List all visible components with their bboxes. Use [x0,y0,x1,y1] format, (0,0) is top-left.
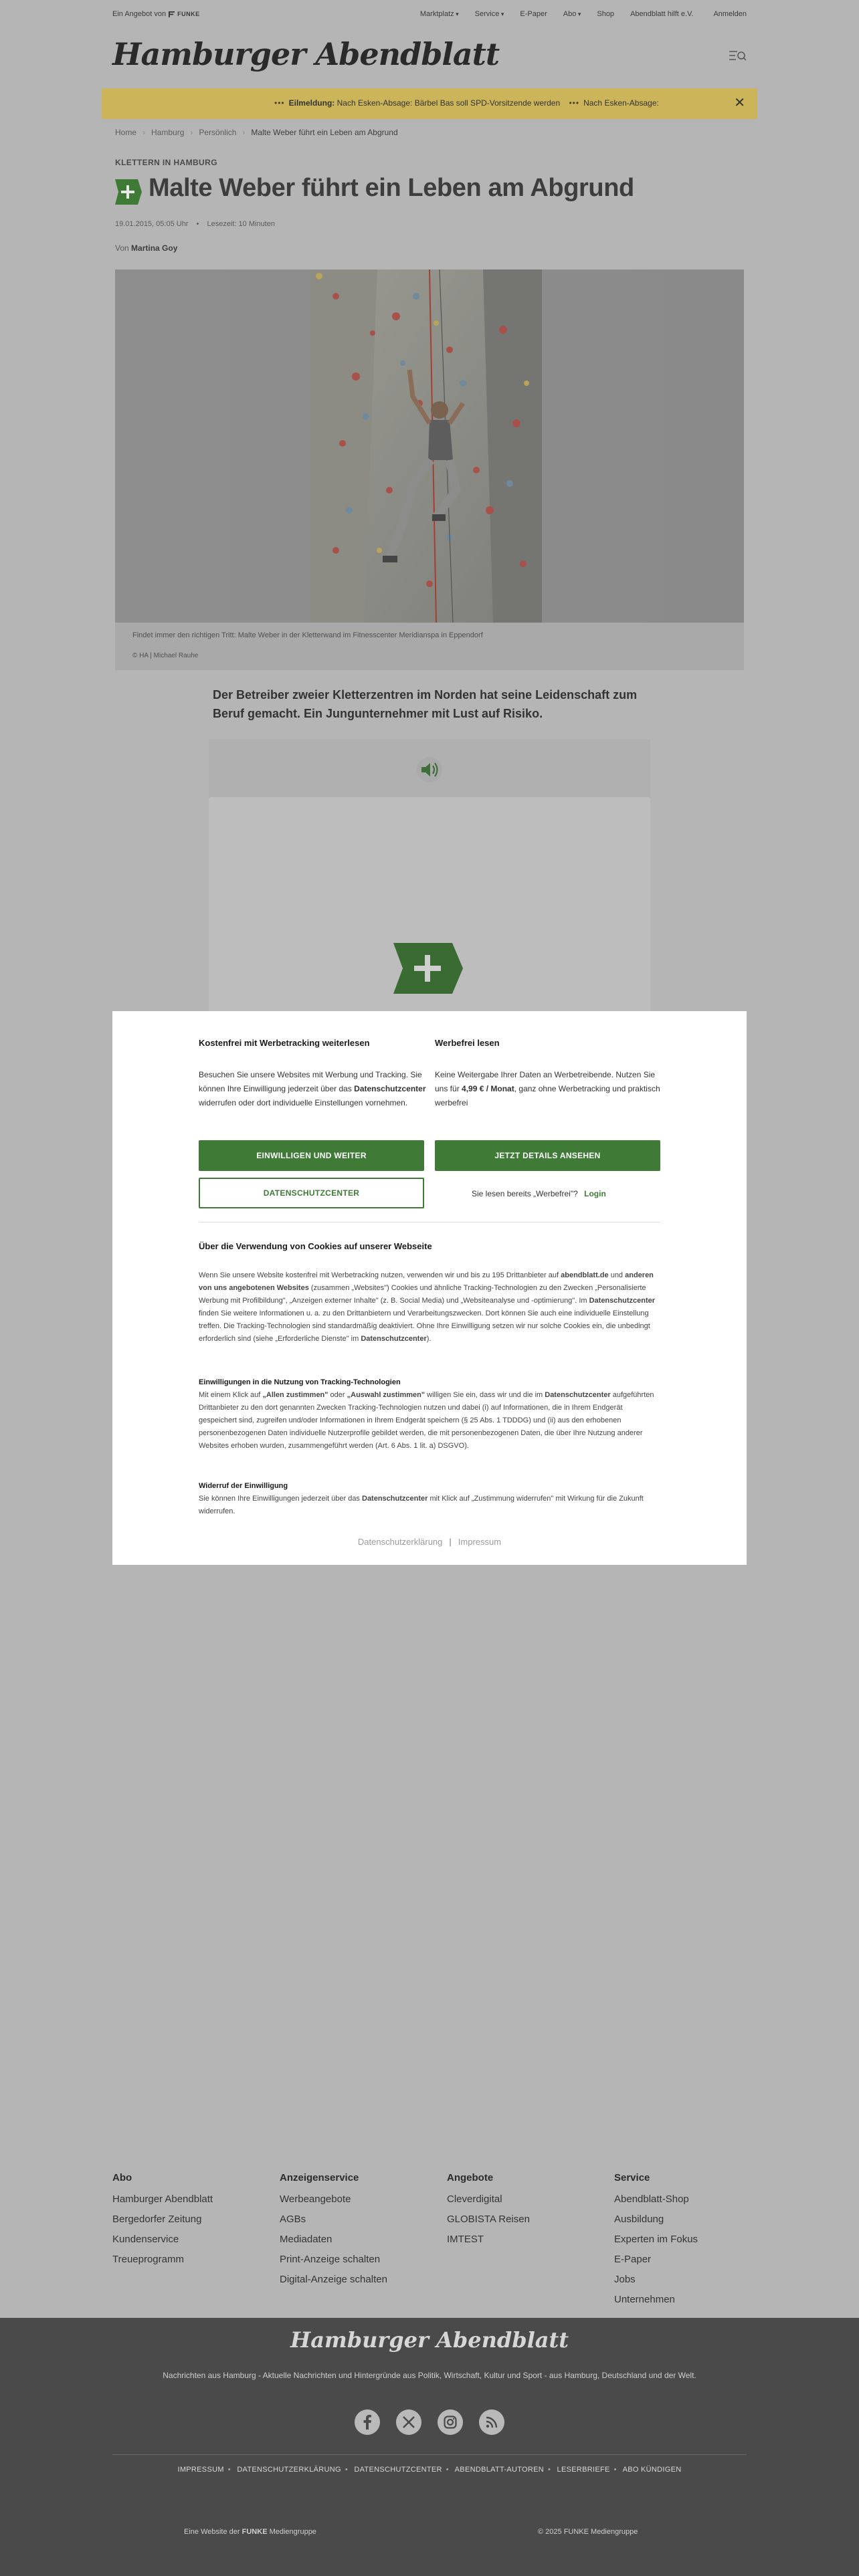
rss-icon[interactable] [479,2409,504,2435]
image-credit: © HA | Michael Rauhe [132,652,199,659]
footer-column-abo [112,2172,213,2270]
dark-footer [0,2318,859,2576]
tracking-consent-text [199,1389,660,1453]
abendblatt-plus-icon [115,179,142,205]
nav-abendblatt-hilft[interactable]: Abendblatt hilft e.V. [630,10,694,18]
footer-link[interactable]: Cleverdigital [447,2193,502,2205]
ticker-close-icon[interactable]: ✕ [734,96,745,110]
revoke-text-a: Sie können Ihre Einwilligungen jederzeit über das [199,1495,362,1503]
cookie-section-title: Über die Verwendung von Cookies auf unserer Webseite [199,1241,432,1251]
revoke-text [199,1493,660,1518]
consent-privacy-link[interactable]: Datenschutzerklärung [357,1537,443,1547]
cookie-text-e: (zusammen „Websites") Cookies und ähnliche Tracking-Technologien zu den Zwecken „Personalisierte Werbung mit Profilbildung", „Anzeigen externer Inhalte" (z. B. Social Media) und „Websiteanalyse und -optimierung". Im [199,1284,646,1305]
offer-label: Ein Angebot von [112,10,167,18]
abendblatt-plus-large-icon [393,943,463,994]
datenschutzcenter-inline-link[interactable]: Datenschutzcenter [354,1084,426,1093]
breadcrumb-current: Malte Weber führt ein Leben am Abgrund [251,128,398,137]
cookie-text-c: und [608,1271,626,1279]
nav-shop[interactable]: Shop [597,10,615,18]
nav-abo[interactable]: Abo ▾ [563,10,581,18]
article-byline [115,243,177,253]
speaker-icon[interactable] [413,756,446,783]
footer-column-title: Angebote [447,2172,494,2183]
cookie-text-a: Wenn Sie unsere Website kostenfrei mit Werbetracking nutzen, verwenden wir und bis zu 195 Drittanbieter auf [199,1271,561,1279]
ticker-text-repeat: Nach Esken-Absage: [583,98,659,108]
footer-legal-links [0,2466,859,2474]
consent-text-g: aufgeführten Drittanbieter zu den dort genannten Zwecken Tracking-Technologien nutzen und dabei (i) auf Informationen, die in Ihrem Endgerät gespeichert sind, zugreifen und/oder Informationen in Ihrem Endgerät speichern (§ 25 Abs. 1 TDDDG) und (ii) aus den erhobenen personenbezogenen Daten individuelle Nutzerprofile gebildet werden, die mit personenbezogenen Daten, die über Ihre Nutzung anderer Websites erhoben wurden, zusammengeführt werden (Art. 6 Abs. 1 lit. a) DSGVO). [199,1391,654,1450]
footer-publisher-brand[interactable]: FUNKE [242,2528,268,2536]
breadcrumb-separator: › [242,128,246,137]
article-headline: Malte Weber führt ein Leben am Abgrund [149,174,634,202]
consent-text-selection: „Auswahl zustimmen" [347,1391,425,1399]
article-meta [115,220,275,228]
revoke-text-c: mit Klick auf „Zustimmung widerrufen" mit Wirkung für die Zukunft widerrufen. [199,1495,644,1515]
top-bar [112,0,747,29]
already-subscriber [472,1189,606,1198]
footer-column-service [614,2172,698,2310]
breadcrumb-separator: › [190,128,193,137]
consent-right-text-1: Keine Weitergabe Ihrer Daten an Werbetreibende. Nutzen Sie uns für [435,1070,656,1093]
footer-impressum-link[interactable]: IMPRESSUM [177,2466,224,2474]
revoke-title: Widerruf der Einwilligung [199,1482,288,1490]
consent-footer-links [0,1537,859,1547]
footer-link[interactable]: AGBs [280,2214,306,2225]
consent-login-link[interactable]: Login [584,1189,606,1198]
ticker-label: Eilmeldung: [288,98,335,108]
byline-prefix: Von [115,243,129,253]
footer-link[interactable]: Kundenservice [112,2234,179,2245]
consent-footer-separator: | [449,1537,452,1547]
nav-service[interactable]: Service ▾ [475,10,504,18]
datenschutzcenter-link-1[interactable]: Datenschutzcenter [589,1297,656,1305]
footer-link[interactable]: Ausbildung [614,2214,664,2225]
footer-datenschutzcenter-link[interactable]: DATENSCHUTZCENTER [354,2466,442,2474]
footer-tagline: Nachrichten aus Hamburg - Aktuelle Nachrichten und Hintergründe aus Politik, Wirtschaft, Kultur und Sport - aus Hamburg, Deutschland und der Welt. [163,2371,696,2380]
footer-link[interactable]: Jobs [614,2274,636,2285]
cookie-section-text [199,1269,660,1346]
facebook-icon[interactable] [355,2409,380,2435]
site-logo[interactable]: Hamburger Abendblatt [112,36,500,72]
view-details-button[interactable]: JETZT DETAILS ANSEHEN [435,1140,660,1171]
consent-text-c: oder [328,1391,347,1399]
footer-publisher-suffix: Mediengruppe [269,2528,316,2536]
author-name[interactable]: Martina Goy [131,243,178,253]
consent-text-e: willigen Sie ein, dass wir und die im [425,1391,545,1399]
footer-link-separator: • [446,2466,449,2474]
consent-right-text [435,1068,662,1110]
footer-link-separator: • [227,2466,231,2474]
article-lead: Der Betreiber zweier Kletterzentren im Norden hat seine Leidenschaft zum Beruf gemacht. Ein Jungunternehmer mit Lust auf Risiko. [213,688,638,720]
footer-column-angebote [447,2172,530,2250]
top-navigation [404,10,747,18]
other-websites-link[interactable]: anderen von uns angebotenen Websites [199,1271,654,1292]
breadcrumb-persoenlich[interactable]: Persönlich [199,128,237,137]
tracking-consent-title: Einwilligungen in die Nutzung von Tracking-Technologien [199,1378,401,1386]
footer-link[interactable]: IMTEST [447,2234,484,2245]
ticker-content[interactable] [274,98,659,108]
footer-link[interactable]: Print-Anzeige schalten [280,2254,381,2265]
image-caption-box [115,623,744,670]
consent-left-text-1: Besuchen Sie unsere Websites mit Werbung und Tracking. Sie können Ihre Einwilligung jederzeit über das [199,1070,422,1093]
footer-link-separator: • [613,2466,617,2474]
footer-leserbriefe-link[interactable]: LESERBRIEFE [557,2466,610,2474]
breadcrumb-home[interactable]: Home [115,128,137,137]
consent-right-text-2: , ganz ohne Werbetracking und praktisch werbefrei [435,1084,660,1107]
footer-link[interactable]: Mediadaten [280,2234,332,2245]
footer-link[interactable]: Digital-Anzeige schalten [280,2274,387,2285]
instagram-icon[interactable] [438,2409,463,2435]
consent-right-title: Werbefrei lesen [435,1038,500,1048]
consent-left-text-2: widerrufen oder dort individuelle Einstellungen vornehmen. [199,1098,408,1107]
ticker-fade [662,88,716,119]
breadcrumb [115,128,398,137]
article-date: 19.01.2015, 05:05 Uhr [115,220,189,228]
nav-epaper[interactable]: E-Paper [520,10,547,18]
cookie-text-g: finden Sie weitere Informationen u. a. zu den Drittanbietern und Verarbeitungszwecken. Dort können Sie auch eine individuelle Einstellung treffen. Die Tracking-Technologien sind standardmäßig deaktiviert. Ohne Ihre Einwilligung setzen wir nur solche Cookies ein, die unbedingt erforderlich sind (siehe „Erforderliche Dienste" im [199,1309,650,1343]
datenschutzcenter-link-2[interactable]: Datenschutzcenter [361,1335,427,1343]
breaking-news-ticker[interactable] [102,88,757,119]
ticker-text: Nach Esken-Absage: Bärbel Bas soll SPD-Vorsitzende werden [337,98,561,108]
ticker-dots-2: ••• [569,98,580,108]
footer-link[interactable]: Hamburger Abendblatt [112,2193,213,2205]
footer-publisher-prefix: Eine Website der [184,2528,240,2536]
footer-link-separator: • [345,2466,348,2474]
footer-link[interactable]: Abendblatt-Shop [614,2193,689,2205]
footer-logo[interactable]: Hamburger Abendblatt [290,2327,569,2353]
article-hero-image[interactable] [115,270,744,623]
footer-publisher [184,2528,316,2536]
datenschutzcenter-link-3[interactable]: Datenschutzcenter [545,1391,611,1399]
footer-link[interactable]: Unternehmen [614,2294,675,2305]
footer-link[interactable]: E-Paper [614,2254,652,2265]
consent-text-all: „Allen zustimmen" [262,1391,328,1399]
consent-left-title: Kostenfrei mit Werbetracking weiterlesen [199,1038,370,1048]
footer-link[interactable]: Experten im Fokus [614,2234,698,2245]
privacy-center-button[interactable]: DATENSCHUTZCENTER [199,1178,424,1208]
consent-imprint-link[interactable]: Impressum [458,1537,502,1547]
footer-link[interactable]: Treueprogramm [112,2254,184,2265]
ticker-dots: ••• [274,98,285,108]
breadcrumb-hamburg[interactable]: Hamburg [151,128,185,137]
datenschutzcenter-link-4[interactable]: Datenschutzcenter [362,1495,428,1503]
werbefrei-price: 4,99 € / Monat [462,1084,514,1093]
footer-divider [112,2454,747,2455]
footer-link[interactable]: Werbeangebote [280,2193,351,2205]
cookie-text-i: ). [426,1335,432,1343]
already-subscriber-text: Sie lesen bereits „Werbefrei"? [472,1189,578,1198]
article-kicker: KLETTERN IN HAMBURG [115,158,217,167]
social-links [355,2409,504,2435]
image-caption: Findet immer den richtigen Tritt: Malte Weber in der Kletterwand im Fitnesscenter Meridianspa in Eppendorf [132,631,483,639]
footer-column-title: Abo [112,2172,132,2183]
nav-marktplatz[interactable]: Marktplatz ▾ [420,10,459,18]
x-icon[interactable] [396,2409,421,2435]
footer-column-title: Service [614,2172,650,2183]
breadcrumb-separator: › [142,128,146,137]
footer-column-anzeigenservice [280,2172,387,2290]
footer-copyright: © 2025 FUNKE Mediengruppe [538,2528,638,2536]
funke-brand: FUNKE [177,11,200,17]
footer-column-title: Anzeigenservice [280,2172,359,2183]
menu-search-icon[interactable] [728,49,747,63]
abendblatt-link[interactable]: abendblatt.de [561,1271,609,1279]
footer-link[interactable]: GLOBISTA Reisen [447,2214,530,2225]
footer-link-separator: • [548,2466,551,2474]
accept-and-continue-button[interactable]: EINWILLIGEN UND WEITER [199,1140,424,1171]
reading-time: Lesezeit: 10 Minuten [207,220,275,228]
funke-offer[interactable] [112,10,200,18]
login-link[interactable]: Anmelden [713,10,747,18]
consent-text-a: Mit einem Klick auf [199,1391,263,1399]
footer-datenschutz-link[interactable]: DATENSCHUTZERKLÄRUNG [237,2466,341,2474]
meta-separator: • [196,220,199,228]
footer-autoren-link[interactable]: ABENDBLATT-AUTOREN [454,2466,545,2474]
consent-left-text [199,1068,426,1110]
footer-link[interactable]: Bergedorfer Zeitung [112,2214,202,2225]
footer-abo-kuendigen-link[interactable]: ABO KÜNDIGEN [622,2466,682,2474]
funke-logo-icon [169,11,175,17]
